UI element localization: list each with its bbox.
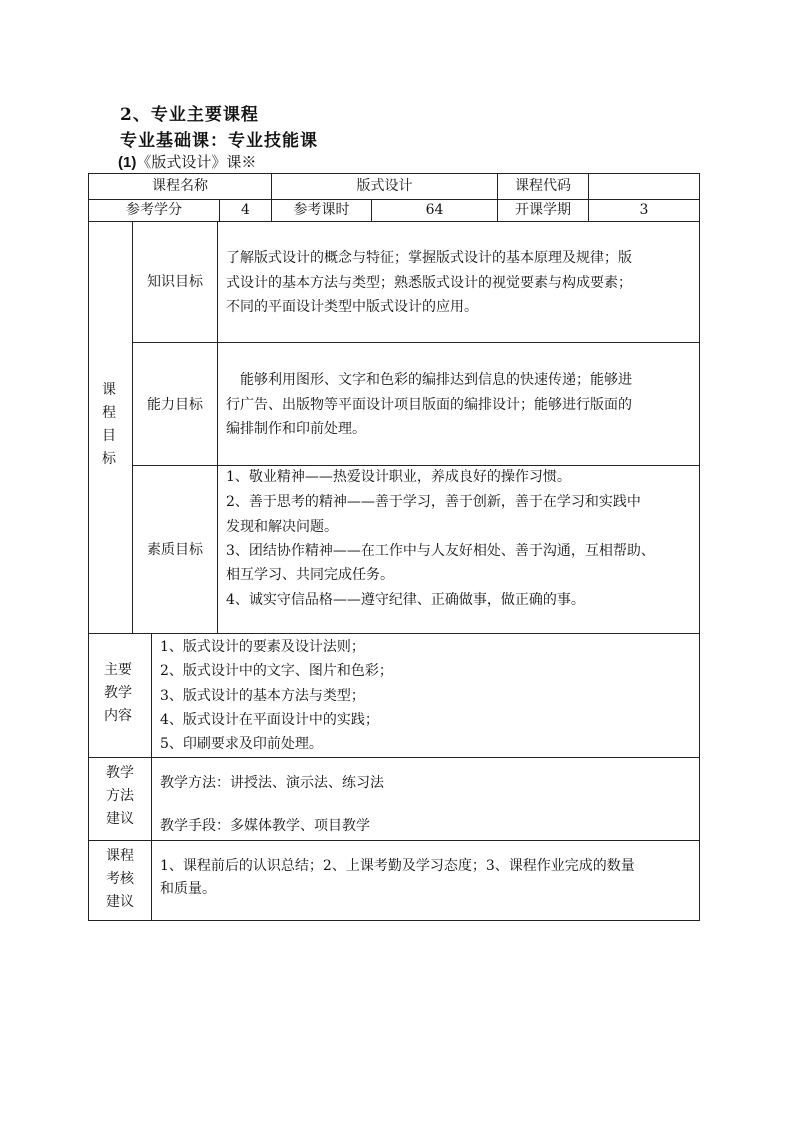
row-divider — [88, 840, 700, 841]
course-goals-label: 课程目标 — [102, 382, 116, 467]
table-border-bottom — [88, 920, 700, 921]
course-code-label: 课程代码 — [515, 178, 571, 194]
text-line: 能够利用图形、文字和色彩的编排达到信息的快速传递；能够进 — [226, 372, 632, 388]
hours-value: 64 — [425, 202, 444, 218]
term-label: 开课学期 — [515, 202, 571, 218]
credit-label: 参考学分 — [126, 202, 182, 218]
text-line: 4、诚实守信品格——遵守纪律、正确做事，做正确的事。 — [226, 592, 585, 608]
course-name-value: 版式设计 — [356, 178, 413, 194]
course-title — [118, 151, 256, 172]
text-line: 式设计的基本方法与类型；熟悉版式设计的视觉要素与构成要素； — [226, 275, 632, 291]
course-category-heading: 专业基础课：专业技能课 — [120, 131, 318, 151]
list-item: 3、版式设计的基本方法与类型； — [160, 688, 365, 704]
text-line: 不同的平面设计类型中版式设计的应用。 — [226, 299, 478, 315]
text-line: 2、善于思考的精神——善于学习，善于创新，善于在学习和实践中 — [226, 494, 641, 510]
list-item: 1、版式设计的要素及设计法则； — [160, 639, 365, 655]
text-line: 相互学习、共同完成任务。 — [226, 567, 394, 583]
list-item: 2、版式设计中的文字、图片和色彩； — [160, 663, 393, 679]
text-line: 1、敬业精神——热爱设计职业，养成良好的操作习惯。 — [226, 469, 571, 485]
teaching-methods: 教学方法：讲授法、演示法、练习法 — [160, 775, 384, 791]
teaching-method-label: 教学方法建议 — [106, 765, 134, 827]
text-line: 发现和解决问题。 — [226, 519, 338, 535]
list-item: 4、版式设计在平面设计中的实践； — [160, 712, 379, 728]
col-divider — [588, 173, 589, 200]
text-line: 1、课程前后的认识总结；2、上课考勤及学习态度；3、课程作业完成的数量 — [160, 858, 635, 874]
hours-label: 参考课时 — [293, 202, 350, 218]
list-item: 5、印刷要求及印前处理。 — [160, 736, 323, 752]
row-divider — [88, 221, 700, 222]
text-line: 和质量。 — [160, 881, 216, 897]
table-border-top — [88, 173, 700, 174]
assessment-label: 课程考核建议 — [106, 848, 134, 910]
text-line: 了解版式设计的概念与特征；掌握版式设计的基本原理及规律；版 — [226, 250, 632, 266]
ability-goal-label: 能力目标 — [147, 397, 203, 413]
course-title-number: (1) — [118, 154, 137, 171]
col-divider — [217, 221, 218, 634]
teaching-means: 教学手段：多媒体教学、项目教学 — [160, 818, 370, 834]
row-divider — [88, 633, 700, 634]
col-divider — [151, 633, 152, 921]
term-value: 3 — [639, 202, 649, 218]
knowledge-goal-label: 知识目标 — [147, 274, 203, 290]
course-title-text: 《版式设计》课※ — [136, 153, 257, 171]
section-heading: 2、专业主要课程 — [120, 105, 259, 125]
quality-goal-label: 素质目标 — [147, 542, 203, 558]
text-line: 编排制作和印前处理。 — [226, 421, 366, 437]
text-line: 行广告、出版物等平面设计项目版面的编排设计；能够进行版面的 — [226, 397, 632, 413]
row-divider — [88, 757, 700, 758]
table-border-right — [699, 173, 700, 921]
table-border-left — [88, 173, 89, 921]
main-content-label: 主要教学内容 — [104, 662, 132, 724]
text-line: 3、团结协作精神——在工作中与人友好相处、善于沟通，互相帮助、 — [226, 543, 655, 559]
credit-value: 4 — [241, 202, 250, 218]
course-name-label: 课程名称 — [152, 178, 208, 194]
